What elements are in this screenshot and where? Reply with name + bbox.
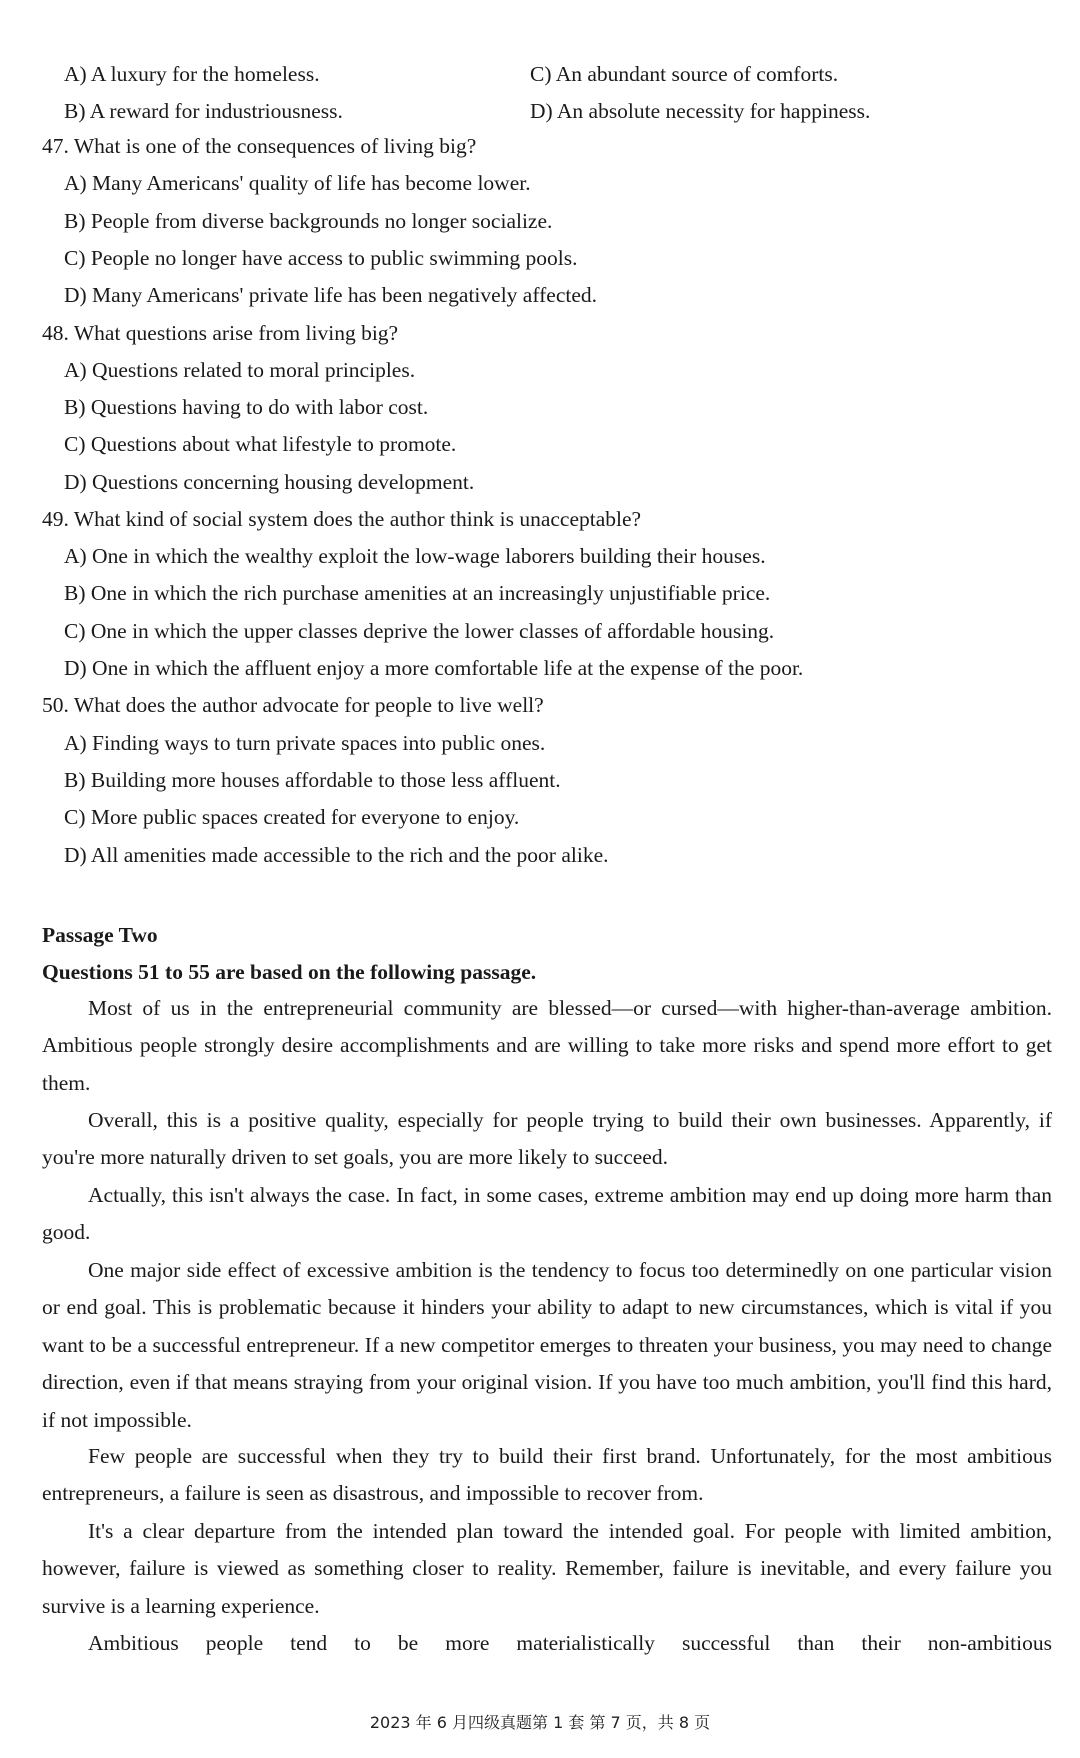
question-48-option-a: A) Questions related to moral principles.: [64, 358, 416, 382]
q46-options-row-2: [0, 99, 1080, 123]
question-50-option-d: D) All amenities made accessible to the rich and the poor alike.: [64, 843, 609, 867]
question-48-option-c: C) Questions about what lifestyle to promote.: [64, 432, 457, 456]
question-49-stem: 49. What kind of social system does the author think is unacceptable?: [42, 507, 642, 531]
passage-paragraph-1: Most of us in the entrepreneurial community are blessed—or cursed—with higher-than-average ambition. Ambitious people strongly desire accomplishments and are willing to take more risks and spend more effort to get them.: [42, 996, 1052, 1095]
question-48-stem: 48. What questions arise from living big?: [42, 321, 399, 345]
passage-paragraph-4: One major side effect of excessive ambition is the tendency to focus too determinedly on one particular vision or end goal. This is problematic because it hinders your ability to adapt to new circumstances, which is vital if you want to be a successful entrepreneur. If a new competitor emerges to threaten your business, you may need to change direction, even if that means straying from your original vision. If you have too much ambition, you'll find this hard, if not impossible.: [42, 1258, 1052, 1432]
question-49-option-c: C) One in which the upper classes deprive the lower classes of affordable housing.: [64, 619, 775, 643]
q46-option-c: C) An abundant source of comforts.: [530, 62, 839, 86]
question-50-option-b: B) Building more houses affordable to those less affluent.: [64, 768, 561, 792]
q46-options-row-1: [0, 62, 1080, 86]
passage-paragraph-7: Ambitious people tend to be more materialistically successful than their non-ambitious: [88, 1631, 1052, 1655]
passage-two-title: Passage Two: [42, 923, 158, 947]
passage-two-instruction: Questions 51 to 55 are based on the following passage.: [42, 960, 537, 984]
q46-option-b: B) A reward for industriousness.: [64, 99, 343, 123]
question-47-option-c: C) People no longer have access to public swimming pools.: [64, 246, 578, 270]
question-47-stem: 47. What is one of the consequences of living big?: [42, 134, 477, 158]
question-49-option-d: D) One in which the affluent enjoy a more comfortable life at the expense of the poor.: [64, 656, 804, 680]
question-50-option-a: A) Finding ways to turn private spaces into public ones.: [64, 731, 546, 755]
question-49-option-b: B) One in which the rich purchase amenities at an increasingly unjustifiable price.: [64, 581, 771, 605]
q46-option-a: A) A luxury for the homeless.: [64, 62, 320, 86]
question-48-option-d: D) Questions concerning housing development.: [64, 470, 475, 494]
question-47-option-b: B) People from diverse backgrounds no longer socialize.: [64, 209, 553, 233]
passage-paragraph-6: It's a clear departure from the intended plan toward the intended goal. For people with limited ambition, however, failure is viewed as something closer to reality. Remember, failure is inevitable, and every failure you survive is a learning experience.: [42, 1519, 1052, 1618]
question-47-option-d: D) Many Americans' private life has been negatively affected.: [64, 283, 597, 307]
passage-paragraph-5: Few people are successful when they try to build their first brand. Unfortunately, for the most ambitious entrepreneurs, a failure is seen as disastrous, and impossible to recover from.: [42, 1444, 1052, 1506]
question-50-stem: 50. What does the author advocate for people to live well?: [42, 693, 544, 717]
q46-option-d: D) An absolute necessity for happiness.: [530, 99, 871, 123]
passage-paragraph-3: Actually, this isn't always the case. In fact, in some cases, extreme ambition may end up doing more harm than good.: [42, 1183, 1052, 1245]
passage-paragraph-2: Overall, this is a positive quality, especially for people trying to build their own businesses. Apparently, if you're more naturally driven to set goals, you are more likely to succeed.: [42, 1108, 1052, 1170]
question-49-option-a: A) One in which the wealthy exploit the low-wage laborers building their houses.: [64, 544, 766, 568]
page-footer: 2023 年 6 月四级真题第 1 套 第 7 页，共 8 页: [369, 1713, 711, 1732]
question-48-option-b: B) Questions having to do with labor cost.: [64, 395, 429, 419]
question-47-option-a: A) Many Americans' quality of life has become lower.: [64, 171, 531, 195]
question-50-option-c: C) More public spaces created for everyone to enjoy.: [64, 805, 520, 829]
